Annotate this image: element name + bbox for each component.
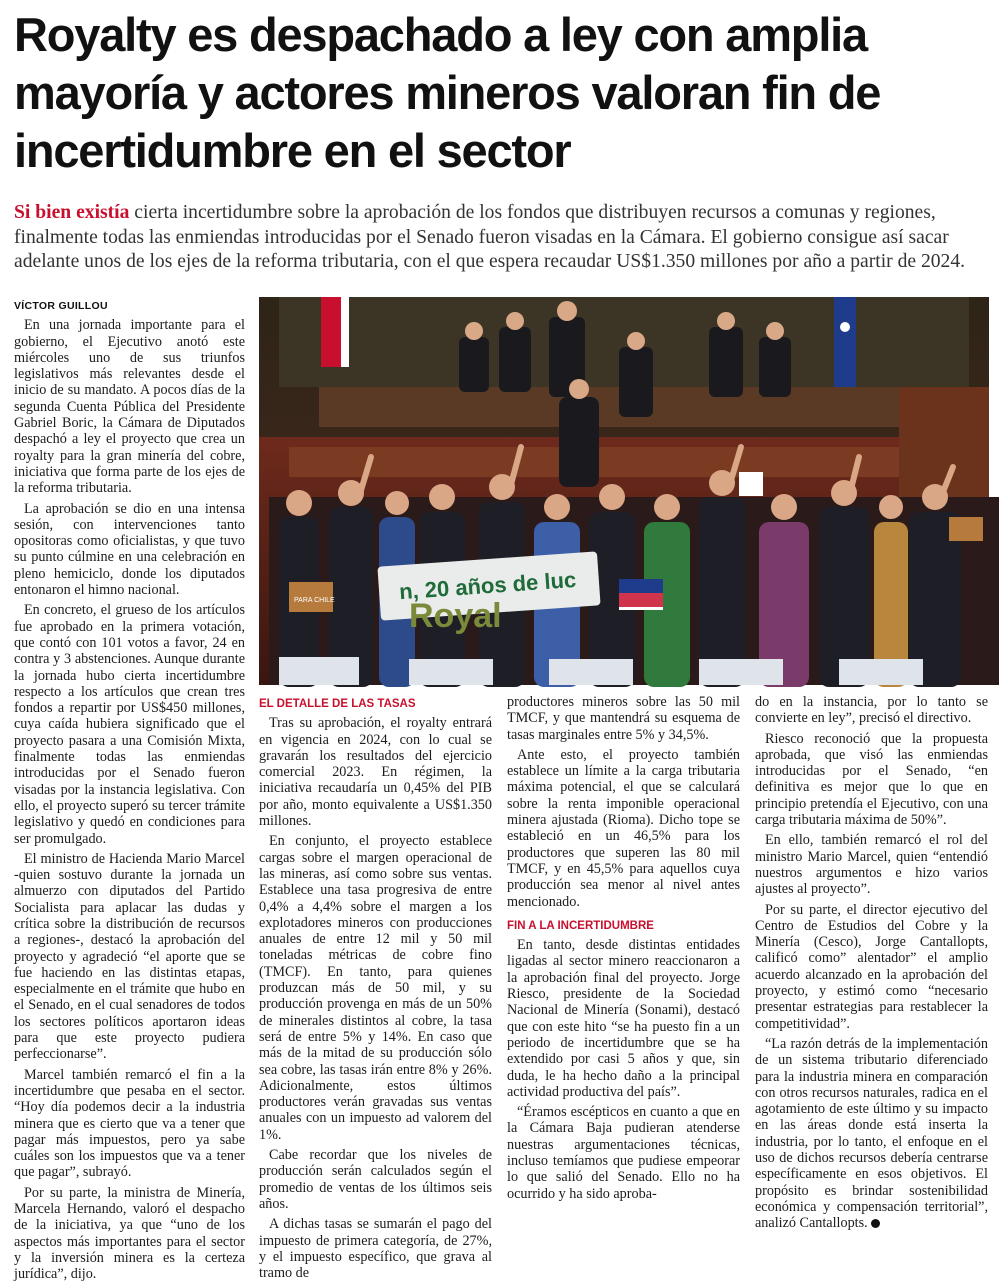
paragraph: Cabe recordar que los niveles de producción serán calculados según el promedio de ventas de los últimos seis años. [259,1147,492,1212]
paragraph: Tras su aprobación, el royalty entrará en vigencia en 2024, con lo cual se gravarán los resultados del ejercicio comercial 2023. En régimen, la iniciativa recaudaría un 0,45% del PIB por año, monto equivalente a US$1.350 millones. [259,715,492,830]
subhead-fin-incertidumbre: FIN A LA INCERTIDUMBRE [507,919,654,932]
paragraph: En tanto, desde distintas entidades ligadas al sector minero reaccionaron a la aprobación final del proyecto. Jorge Riesco, presidente de la Sociedad Nacional de Minería (Sonami), destacó que con este hito “se ha puesto fin a un periodo de incertidumbre que se ha extendido por casi 5 años y que, sin duda, le ha hecho daño a la principal actividad productiva del país”. [507,937,740,1100]
paragraph: En ello, también remarcó el rol del ministro Mario Marcel, quien “entendió nuestros argumentos e hizo varios ajustes al proyecto”. [755,832,988,898]
article-column-3 [507,694,740,1206]
paragraph: El ministro de Hacienda Mario Marcel -quien sostuvo durante la jornada un almuerzo con diputados del Partido Socialista para aplacar las dudas y crítica sobre la distribución de recursos a regiones-, destacó la aprobación del proyecto y agradeció “el aporte que se fue haciendo en las distintas etapas, especialmente en el trámite que hubo en el Senado, en el cual senadores de todos los sectores políticos aportaron ideas para que este proyecto pudiera perfeccionarse”. [14,850,245,1063]
photo-banner-text: n, 20 años de luc [398,566,577,605]
lead-kicker: Si bien existía [14,202,130,223]
article-column-2 [259,694,492,1285]
paragraph: Por su parte, el director ejecutivo del Centro de Estudios del Cobre y la Minería (Cesco), Jorge Cantallopts, calificó como” alentador” el amplio acuerdo alcanzado en la aprobación del proyecto, y estimó como “necesario presentar estrategias para restablecer la competitividad”. [755,901,988,1032]
headline: Royalty es despachado a ley con amplia mayoría y actores mineros valoran fin de incertidumbre en el sector [14,8,881,177]
paragraph: A dichas tasas se sumarán el pago del impuesto de primera categoría, de 27%, y el impuesto específico, que grava al tramo de [259,1216,492,1282]
lead-text: cierta incertidumbre sobre la aprobación de los fondos que distribuyen recursos a comunas y regiones, finalmente todas las enmiendas introducidas por el Senado fueron visadas en la Cámara. El gobierno consigue así sacar adelante unos de los ejes de la reforma tributaria, con el que espera recaudar US$1.350 millones por año a partir de 2024. [14,202,966,272]
paragraph: Riesco reconoció que la propuesta aprobada, que visó las enmiendas introducidas por el Senado, “en definitiva es mejor que lo que en principio pretendía el Ejecutivo, con una carga tributaria máxima de 50%”. [755,730,988,829]
subhead-detalle-tasas: EL DETALLE DE LAS TASAS [259,698,416,710]
lead-paragraph [14,201,989,275]
photo-royalty-text: Royal [409,597,502,635]
paragraph: Por su parte, la ministra de Minería, Marcela Hernando, valoró el despacho de la iniciativa, ya que “uno de los aspectos más importantes para el sector y la inversión minera es la certeza jurídica”, dijo. [14,1184,245,1283]
chamber-celebration-illustration [259,297,989,685]
end-of-article-icon [871,1219,880,1228]
paragraph: En concreto, el grueso de los artículos fue aprobado en la primera votación, que contó con 101 votos a favor, 24 en contra y 3 abstenciones. Aunque durante la jornada hubo cierta incertidumbre respecto a los artículos que crean tres fondos a repartir por US$450 millones, cuya caída hubiera significado que el proyecto pasara a una Comisión Mixta, finalmente todas las enmiendas introducidas por el Senado fueron visadas por la instancia legislativa. Con ello, el proyecto superó su tercer trámite legislativo y quedó en condiciones para ser promulgado. [14,602,245,847]
paragraph: Ante esto, el proyecto también establece un límite a la carga tributaria máxima potencial, el que se calculará sobre la renta imponible operacional minera ajustada (Rioma). Dicho tope se estableció en un 46,5% para los productores que superen las 80 mil TMCF, y en 45,5% para aquellos cuya producción sea menor al nivel antes mencionado. [507,746,740,910]
paragraph: La aprobación se dio en una intensa sesión, con intervenciones tanto opositoras como oficialistas, y que tuvo su punto cúlmine en una celebración en pleno hemiciclo, donde los diputados entonaron el himno nacional. [14,500,245,599]
photo-sign-text: PARA CHILE [294,597,335,604]
byline: VÍCTOR GUILLOU [14,300,108,312]
paragraph-last [755,1036,988,1232]
paragraph: En conjunto, el proyecto establece cargas sobre el margen operacional de las mineras, así como sobre sus ventas. Establece una tasa progresiva de entre 0,4% a 4,4% sobre el margen a los explotadores mineros con producciones anuales de entre 12 mil y 50 mil toneladas métricas de cobre fino (TMCF). En tanto, para quienes produzcan más de 50 mil, y su producción provenga en más de un 50% de minerales distintos al cobre, la tasa será de entre 5% y 14%. En caso que más de la mitad de su producción sólo sea cobre, las tasas irán entre 8% y 26%. Adicionalmente, estos últimos productores verán gravadas sus ventas anuales con un impuesto ad valorem del 1%. [259,833,492,1143]
paragraph: En una jornada importante para el gobierno, el Ejecutivo anotó este miércoles uno de sus triunfos legislativos más relevantes desde el inicio de su mandato. A pocos días de la segunda Cuenta Pública del Presidente Gabriel Boric, la Cámara de Diputados despachó a ley el proyecto que crea un royalty para la gran minería del cobre, iniciativa que forma parte de los ejes de la reforma tributaria. [14,317,245,497]
article-column-1 [14,298,245,1287]
paragraph: Marcel también remarcó el fin a la incertidumbre que pesaba en el sector. “Hoy día podemos decir a la industria minera que es cierto que va a tener que pagar más impuestos, pero ya sabe cuáles son los impuestos que va a tener que pagar”, subrayó. [14,1066,245,1181]
paragraph: do en la instancia, por lo tanto se convierte en ley”, precisó el directivo. [755,694,988,727]
paragraph: productores mineros sobre las 50 mil TMCF, y que mantendrá su esquema de tasas marginales entre 5% y 34,5%. [507,694,740,743]
paragraph: “Éramos escépticos en cuanto a que en la Cámara Baja pudieran atenderse nuestras argumentaciones técnicas, incluso temíamos que pudiese empeorar lo que salió del Senado. Ello no ha ocurrido y ha sido aproba- [507,1104,740,1202]
paragraph-last-text: “La razón detrás de la implementación de un sistema tributario diferenciado para la industria minera en comparación con otros recursos naturales, radica en el agotamiento de este último y su impacto en las áreas donde está inserta la industria, por lo tanto, el enfoque en el uso de dichos recursos debería centrarse específicamente en esos objetivos. El propósito es brindar sostenibilidad económica y compensación territorial”, analizó Cantallopts. [755,1035,988,1232]
article-photo [259,297,989,685]
article-column-4 [755,694,988,1236]
